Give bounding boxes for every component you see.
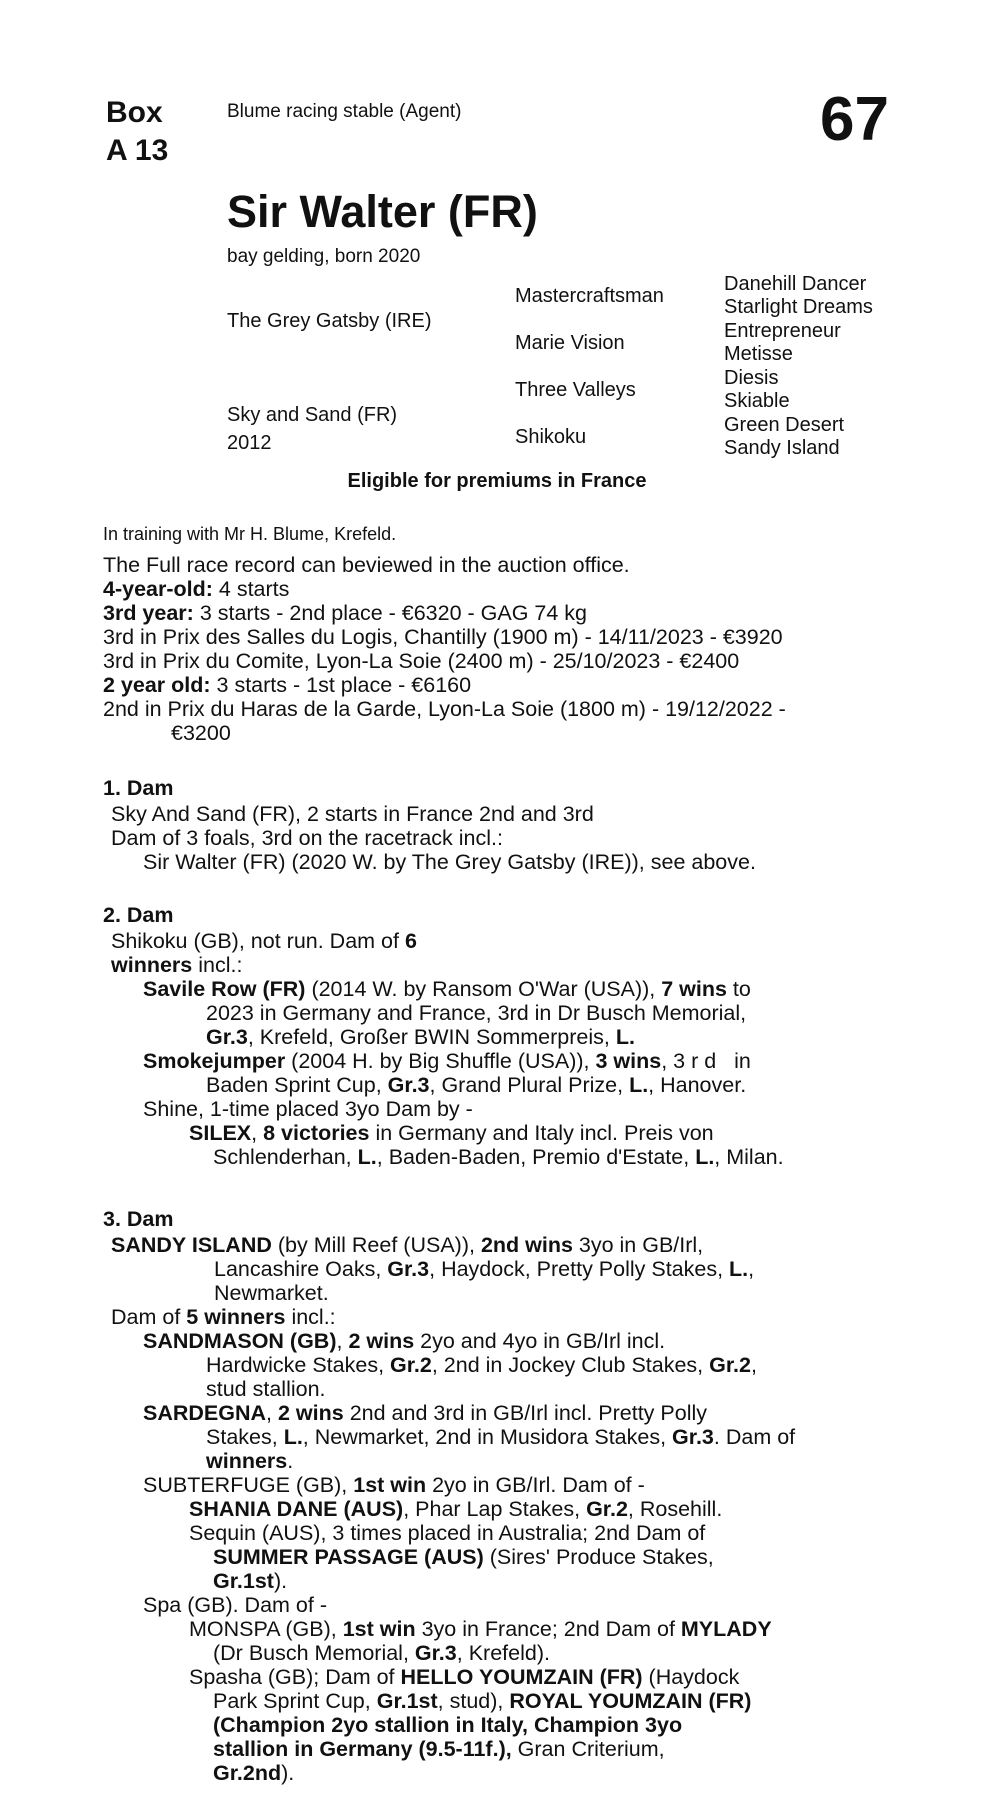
box-word: Box	[106, 96, 163, 129]
pedigree-gen3-item: Danehill Dancer	[724, 273, 867, 295]
dam3-line: Park Sprint Cup, Gr.1st, stud), ROYAL YOUMZAIN (FR)	[213, 1689, 752, 1713]
race-result: 3rd in Prix des Salles du Logis, Chantilly (1900 m) - 14/11/2023 - €3920	[103, 625, 783, 649]
dam3-line: Dam of 5 winners incl.:	[111, 1305, 336, 1329]
pedigree-gen2-item: Mastercraftsman	[515, 285, 664, 307]
dam2-line: Shikoku (GB), not run. Dam of 6	[111, 929, 417, 953]
dam3-line: Sequin (AUS), 3 times placed in Australia; 2nd Dam of	[189, 1521, 706, 1545]
dam3-line: Hardwicke Stakes, Gr.2, 2nd in Jockey Club Stakes, Gr.2,	[206, 1353, 757, 1377]
pedigree-gen3-item: Sandy Island	[724, 437, 840, 459]
dam2-title: 2. Dam	[103, 903, 174, 927]
dam1-line: Sir Walter (FR) (2020 W. by The Grey Gatsby (IRE)), see above.	[143, 850, 756, 874]
pedigree-gen3-item: Starlight Dreams	[724, 296, 873, 318]
dam2-line: 2023 in Germany and France, 3rd in Dr Busch Memorial,	[206, 1001, 747, 1025]
dam3-line: winners.	[206, 1449, 294, 1473]
dam3-section	[111, 1233, 795, 1785]
dam3-line: (Champion 2yo stallion in Italy, Champion 3yo	[213, 1713, 683, 1737]
dam3-line: MONSPA (GB), 1st win 3yo in France; 2nd Dam of MYLADY	[189, 1617, 772, 1641]
race-result-cont: €3200	[171, 721, 231, 745]
dam2-line: Baden Sprint Cup, Gr.3, Grand Plural Prize, L., Hanover.	[206, 1073, 747, 1097]
agent: Blume racing stable (Agent)	[227, 101, 462, 122]
dam2-line: winners incl.:	[111, 953, 243, 977]
dam1-line: Dam of 3 foals, 3rd on the racetrack incl.:	[111, 826, 503, 850]
dam2-line: SILEX, 8 victories in Germany and Italy incl. Preis von	[189, 1121, 714, 1145]
pedigree-gen2-item: Marie Vision	[515, 332, 625, 354]
pedigree-gen3-item: Entrepreneur	[724, 320, 841, 342]
dam2-line: Smokejumper (2004 H. by Big Shuffle (USA)), 3 wins, 3 r d in	[143, 1049, 751, 1073]
race-result: 3rd in Prix du Comite, Lyon-La Soie (2400 m) - 25/10/2023 - €2400	[103, 649, 740, 673]
dam3-line: Spasha (GB); Dam of HELLO YOUMZAIN (FR) (Haydock	[189, 1665, 740, 1689]
dam3-line: SANDMASON (GB), 2 wins 2yo and 4yo in GB/Irl incl.	[143, 1329, 666, 1353]
dam3-line: SUMMER PASSAGE (AUS) (Sires' Produce Stakes,	[213, 1545, 714, 1569]
pedigree-gen3-item: Metisse	[724, 343, 793, 365]
dam3-title: 3. Dam	[103, 1207, 174, 1231]
pedigree-gen3-item: Skiable	[724, 390, 790, 412]
pedigree-dam: Sky and Sand (FR)	[227, 404, 398, 426]
horse-name: Sir Walter (FR)	[227, 186, 538, 237]
dam3-line: Gr.2nd).	[213, 1761, 295, 1785]
race-result: 2nd in Prix du Haras de la Garde, Lyon-La Soie (1800 m) - 19/12/2022 -	[103, 697, 786, 721]
dam3-line: SUBTERFUGE (GB), 1st win 2yo in GB/Irl. Dam of -	[143, 1473, 645, 1497]
race-record-4yo: 4-year-old: 4 starts	[103, 577, 290, 601]
pedigree-gen3-item: Green Desert	[724, 414, 845, 436]
race-record-2yo: 2 year old: 3 starts - 1st place - €6160	[103, 673, 472, 697]
pedigree-gen2-item: Shikoku	[515, 426, 587, 448]
race-record	[103, 553, 786, 745]
dam2-line: Gr.3, Krefeld, Großer BWIN Sommerpreis, L.	[206, 1025, 635, 1049]
dam1-line: Sky And Sand (FR), 2 starts in France 2nd and 3rd	[111, 802, 594, 826]
dam3-line: SARDEGNA, 2 wins 2nd and 3rd in GB/Irl incl. Pretty Polly	[143, 1401, 707, 1425]
dam3-line: Lancashire Oaks, Gr.3, Haydock, Pretty Polly Stakes, L.,	[214, 1257, 755, 1281]
dam2-section	[111, 929, 784, 1169]
dam1-section	[111, 802, 756, 874]
dam3-line: SHANIA DANE (AUS), Phar Lap Stakes, Gr.2, Rosehill.	[189, 1497, 723, 1521]
pedigree-gen2-item: Three Valleys	[515, 379, 636, 401]
dam2-line: Schlenderhan, L., Baden-Baden, Premio d'Estate, L., Milan.	[213, 1145, 784, 1169]
dam3-line: Newmarket.	[214, 1281, 329, 1305]
dam3-line: (Dr Busch Memorial, Gr.3, Krefeld).	[213, 1641, 550, 1665]
dam2-line: Shine, 1-time placed 3yo Dam by -	[143, 1097, 473, 1121]
dam3-line: Stakes, L., Newmarket, 2nd in Musidora Stakes, Gr.3. Dam of	[206, 1425, 796, 1449]
pedigree-dam-year: 2012	[227, 432, 272, 454]
pedigree-sire: The Grey Gatsby (IRE)	[227, 310, 432, 332]
dam3-line: stud stallion.	[206, 1377, 326, 1401]
horse-description: bay gelding, born 2020	[227, 246, 421, 267]
dam3-line: Gr.1st).	[213, 1569, 288, 1593]
pedigree-gen3-item: Diesis	[724, 367, 779, 389]
dam3-line: stallion in Germany (9.5-11f.), Gran Criterium,	[213, 1737, 665, 1761]
box-label	[106, 94, 168, 170]
lot-number: 67	[820, 85, 889, 154]
premium-eligibility: Eligible for premiums in France	[347, 470, 647, 492]
dam3-line: Spa (GB). Dam of -	[143, 1593, 327, 1617]
dam2-line: Savile Row (FR) (2014 W. by Ransom O'War (USA)), 7 wins to	[143, 977, 751, 1001]
training-info: In training with Mr H. Blume, Krefeld.	[103, 524, 397, 544]
race-record-note: The Full race record can beviewed in the auction office.	[103, 553, 630, 577]
box-number: A 13	[106, 134, 169, 167]
race-record-3yo: 3rd year: 3 starts - 2nd place - €6320 - GAG 74 kg	[103, 601, 588, 625]
dam3-line: SANDY ISLAND (by Mill Reef (USA)), 2nd wins 3yo in GB/Irl,	[111, 1233, 704, 1257]
dam1-title: 1. Dam	[103, 776, 174, 800]
